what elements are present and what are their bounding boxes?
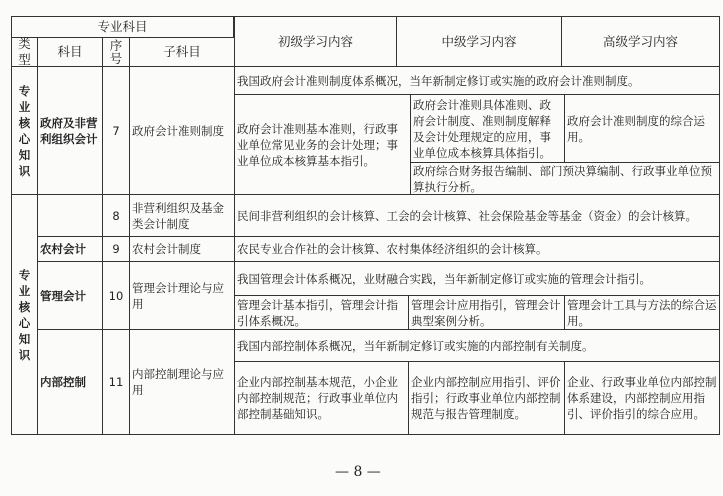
sub-subject-cell: 内部控制理论与应用: [129, 329, 235, 435]
junior-content-cell: 管理会计基本指引，管理会计指引体系概况。: [234, 295, 409, 330]
header-sub-subject: 子科目: [129, 37, 235, 67]
seq-cell: 9: [102, 236, 130, 262]
seq-cell: 11: [102, 329, 130, 435]
common-content-cell: 我国政府会计准则制度体系概况，当年新制定修订或实施的政府会计准则制度。: [234, 66, 720, 95]
seq-cell: 8: [102, 194, 130, 237]
sub-subject-cell: 农村会计制度: [129, 236, 235, 262]
header-subject: 科目: [37, 37, 103, 67]
sub-subject-cell: 政府会计准则制度: [129, 66, 235, 195]
header-senior: 高级学习内容: [561, 16, 720, 67]
seq-cell: 7: [102, 66, 130, 195]
common-content-cell: 农民专业合作社的会计核算、农村集体经济组织的会计核算。: [234, 236, 720, 262]
type-cell: 专业核心知识: [11, 194, 38, 435]
header-seq: 序号: [102, 37, 130, 67]
header-type: 类型: [11, 37, 38, 67]
common-content-cell: 我国内部控制体系概况，当年新制定修订或实施的内部控制有关制度。: [234, 329, 720, 362]
sub-subject-cell: 管理会计理论与应用: [129, 261, 235, 330]
subject-cell: 农村会计: [37, 236, 103, 262]
common-content-cell: 我国管理会计体系概况，业财融合实践，当年新制定修订或实施的管理会计指引。: [234, 261, 720, 296]
junior-content-cell: 政府会计准则基本准则，行政事业单位常见业务的会计处理；事业单位成本核算基本指引。: [234, 94, 411, 195]
senior-content-cell: 政府会计准则制度的综合运用。: [564, 94, 720, 163]
seq-cell: 10: [102, 261, 130, 330]
header-professional-subjects: 专业科目: [11, 16, 234, 38]
subject-cell: 管理会计: [37, 261, 103, 330]
common-content-cell: 民间非营利组织的会计核算、工会的会计核算、社会保险基金等基金（资金）的会计核算。: [234, 194, 720, 237]
senior-content-cell: 管理会计工具与方法的综合运用。: [564, 295, 720, 330]
intermediate-content-cell: 政府会计准则具体准则、政府会计制度、准则制度解释及会计处理规定的应用，事业单位成本核算具体指引。: [410, 94, 565, 163]
mid-senior-content-cell: 政府综合财务报告编制、部门预决算编制、行政事业单位预算执行分析。: [410, 162, 720, 195]
intermediate-content-cell: 管理会计应用指引，管理会计典型案例分析。: [408, 295, 565, 330]
senior-content-cell: 企业、行政事业单位内部控制体系建设，内部控制应用指引、评价指引的综合应用。: [564, 361, 720, 435]
header-junior: 初级学习内容: [234, 16, 397, 67]
intermediate-content-cell: 企业内部控制应用指引、评价指引；行政事业单位内部控制规范与报告管理制度。: [408, 361, 565, 435]
subject-cell: 政府及非营利组织会计: [37, 66, 103, 195]
subject-cell: [37, 194, 103, 237]
sub-subject-cell: 非营利组织及基金类会计制度: [129, 194, 235, 237]
junior-content-cell: 企业内部控制基本规范，小企业内部控制规范；行政事业单位内部控制基础知识。: [234, 361, 409, 435]
page-number: — 8 —: [335, 464, 381, 480]
type-cell: 专业核心知识: [11, 66, 38, 195]
header-intermediate: 中级学习内容: [396, 16, 562, 67]
subject-cell: 内部控制: [37, 329, 103, 435]
